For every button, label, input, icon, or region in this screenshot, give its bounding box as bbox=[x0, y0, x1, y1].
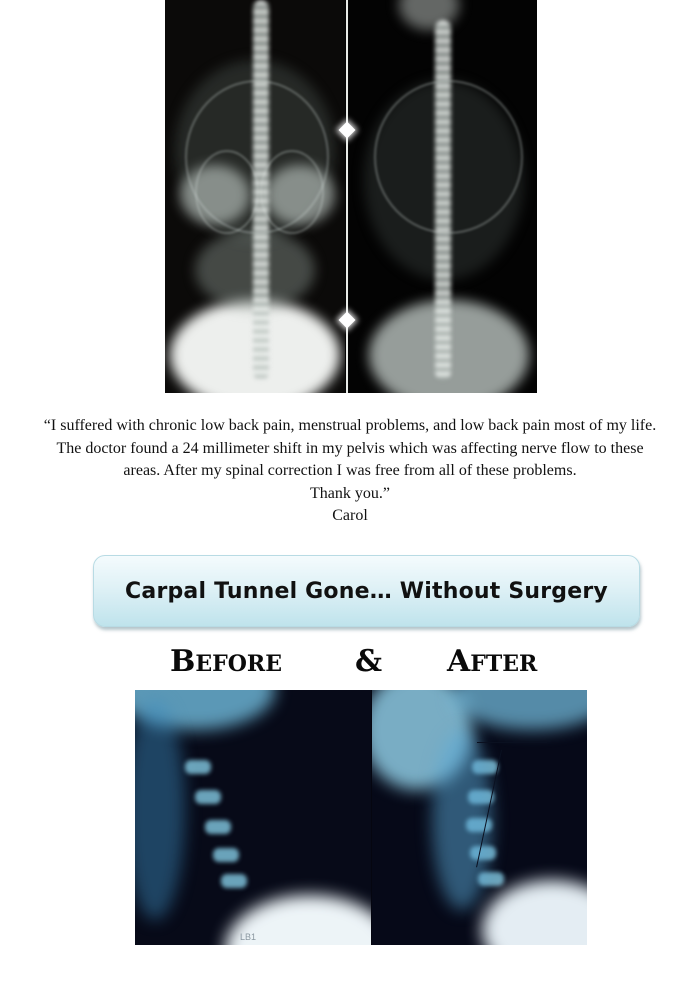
testimonial-author: Carol bbox=[332, 507, 368, 524]
cervical-xray-image bbox=[135, 690, 587, 945]
spine-xray-image bbox=[165, 0, 537, 393]
ampersand-heading: & bbox=[355, 644, 383, 679]
spine-xray-before bbox=[165, 0, 345, 393]
testimonial-line-2: The doctor found a 24 millimeter shift in my pelvis which was affecting nerve flow to these bbox=[56, 439, 644, 457]
cervical-xray-after bbox=[372, 690, 587, 945]
carpal-tunnel-banner bbox=[93, 555, 640, 627]
testimonial-thanks: Thank you.” bbox=[310, 484, 390, 502]
cervical-xray-before bbox=[135, 690, 371, 945]
spine-xray-after bbox=[349, 0, 537, 393]
alignment-line bbox=[477, 742, 547, 743]
before-heading: BEFORE bbox=[170, 644, 282, 679]
testimonial-line-1: “I suffered with chronic low back pain, menstrual problems, and low back pain most of my life. bbox=[43, 417, 657, 434]
plumb-line bbox=[346, 0, 348, 393]
testimonial-quote bbox=[0, 415, 700, 528]
after-heading: AFTER bbox=[447, 644, 538, 679]
xray-annotation: LB1 bbox=[240, 932, 257, 942]
banner-title: Carpal Tunnel Gone… Without Surgery bbox=[125, 578, 608, 604]
testimonial-line-3: areas. After my spinal correction I was free from all of these problems. bbox=[123, 462, 577, 479]
